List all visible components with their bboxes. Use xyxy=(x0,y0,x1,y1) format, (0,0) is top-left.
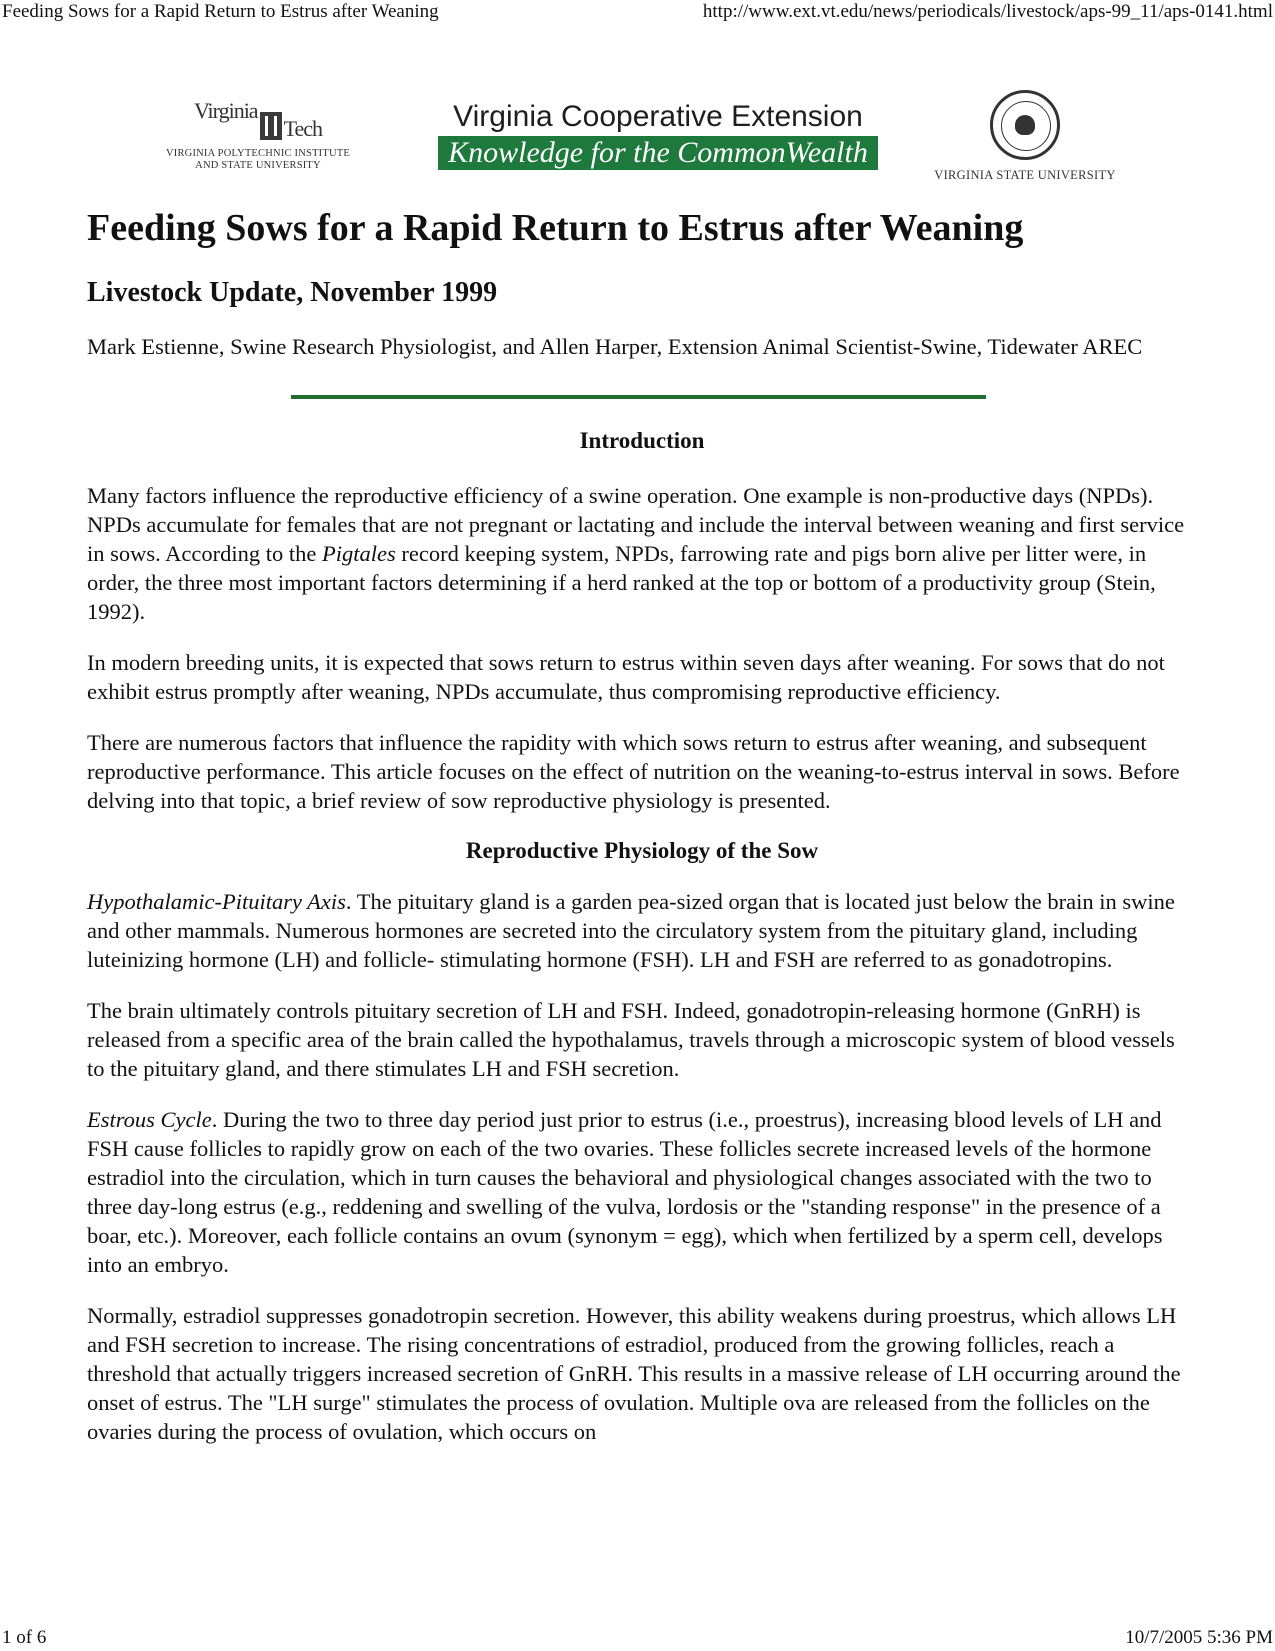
section-heading-reproductive-physiology: Reproductive Physiology of the Sow xyxy=(465,838,819,863)
print-header-url: http://www.ext.vt.edu/news/periodicals/livestock/aps-99_11/aps-0141.html xyxy=(702,1,1273,22)
pigtales-emphasis: Pigtales xyxy=(321,541,396,566)
divider xyxy=(291,395,986,399)
article-title: Feeding Sows for a Rapid Return to Estrus after Weaning xyxy=(87,207,1024,249)
subsection-label: Estrous Cycle xyxy=(87,1107,212,1132)
print-footer-timestamp: 10/7/2005 5:36 PM xyxy=(1125,1627,1273,1648)
vsu-seal-icon xyxy=(990,90,1060,160)
paragraph: The brain ultimately controls pituitary secretion of LH and FSH. Indeed, gonadotropin-releasing hormone (GnRH) is released from a specific area of the brain called the hypothalamus, travels through a microscopic system of blood vessels to the pituitary gland, and there stimulates LH and FSH secretion. xyxy=(87,998,1175,1081)
vsu-logo xyxy=(930,90,1120,183)
vt-subtitle xyxy=(158,148,358,172)
print-footer-page-count: 1 of 6 xyxy=(2,1627,47,1648)
vt-sub-line2: AND STATE UNIVERSITY xyxy=(195,160,321,171)
paragraph: There are numerous factors that influence the rapidity with which sows return to estrus after weaning, and subsequent reproductive performance. This article focuses on the effect of nutrition on the weaning-to-estrus interval in sows. Before delving into that topic, a brief review of sow reproductive physiology is presented. xyxy=(87,730,1180,813)
virginia-tech-logo xyxy=(158,98,358,172)
paragraph: In modern breeding units, it is expected that sows return to estrus within seven days after weaning. For sows that do not exhibit estrus promptly after weaning, NPDs accumulate, thus compromising reproductive efficiency. xyxy=(87,650,1165,704)
vce-logo xyxy=(438,100,878,170)
article-authors: Mark Estienne, Swine Research Physiologist, and Allen Harper, Extension Animal Scientist-Swine, Tidewater AREC xyxy=(87,334,1143,359)
vt-name-line2: Tech xyxy=(283,116,323,141)
logo-banner xyxy=(0,90,1275,190)
vce-title: Virginia Cooperative Extension xyxy=(453,100,863,133)
vce-tagline: Knowledge for the CommonWealth xyxy=(438,136,878,170)
vt-shield-icon xyxy=(260,112,282,140)
paragraph: Hypothalamic-Pituitary Axis. The pituitary gland is a garden pea-sized organ that is located just below the brain in swine and other mammals. Numerous hormones are secreted into the circulatory system from the pituitary gland, including luteinizing hormone (LH) and follicle- stimulating hormone (FSH). LH and FSH are referred to as gonadotropins. xyxy=(87,889,1175,972)
subsection-label: Hypothalamic-Pituitary Axis xyxy=(87,889,346,914)
section-heading-introduction: Introduction xyxy=(579,428,705,453)
vt-name-line1: Virginia xyxy=(193,98,258,123)
print-header-title: Feeding Sows for a Rapid Return to Estrus after Weaning xyxy=(2,1,439,22)
paragraph: Estrous Cycle. During the two to three day period just prior to estrus (i.e., proestrus), increasing blood levels of LH and FSH cause follicles to rapidly grow on each of the two ovaries. These follicles secrete increased levels of the hormone estradiol into the circulation, which in turn causes the behavioral and physiological changes associated with the two to three day-long estrus (e.g., reddening and swelling of the vulva, lordosis or the "standing response" in the presence of a boar, etc.). Moreover, each follicle contains an ovum (synonym = egg), which when fertilized by a sperm cell, develops into an embryo. xyxy=(87,1107,1163,1277)
paragraph: Many factors influence the reproductive efficiency of a swine operation. One example is non-productive days (NPDs). NPDs accumulate for females that are not pregnant or lactating and include the interval between weaning and first service in sows. According to the Pigtales record keeping system, NPDs, farrowing rate and pigs born alive per litter were, in order, the three most important factors determining if a herd ranked at the top or bottom of a productivity group (Stein, 1992). xyxy=(87,483,1185,624)
article xyxy=(87,200,1197,1446)
vt-sub-line1: VIRGINIA POLYTECHNIC INSTITUTE xyxy=(165,148,350,159)
article-subtitle: Livestock Update, November 1999 xyxy=(87,277,498,308)
paragraph: Normally, estradiol suppresses gonadotropin secretion. However, this ability weakens during proestrus, which allows LH and FSH secretion to increase. The rising concentrations of estradiol, produced from the growing follicles, reach a threshold that actually triggers increased secretion of GnRH. This results in a massive release of LH occurring around the onset of estrus. The "LH surge" stimulates the process of ovulation. Multiple ova are released from the follicles on the ovaries during the process of ovulation, which occurs on xyxy=(87,1303,1181,1444)
vsu-name: VIRGINIA STATE UNIVERSITY xyxy=(934,168,1116,182)
